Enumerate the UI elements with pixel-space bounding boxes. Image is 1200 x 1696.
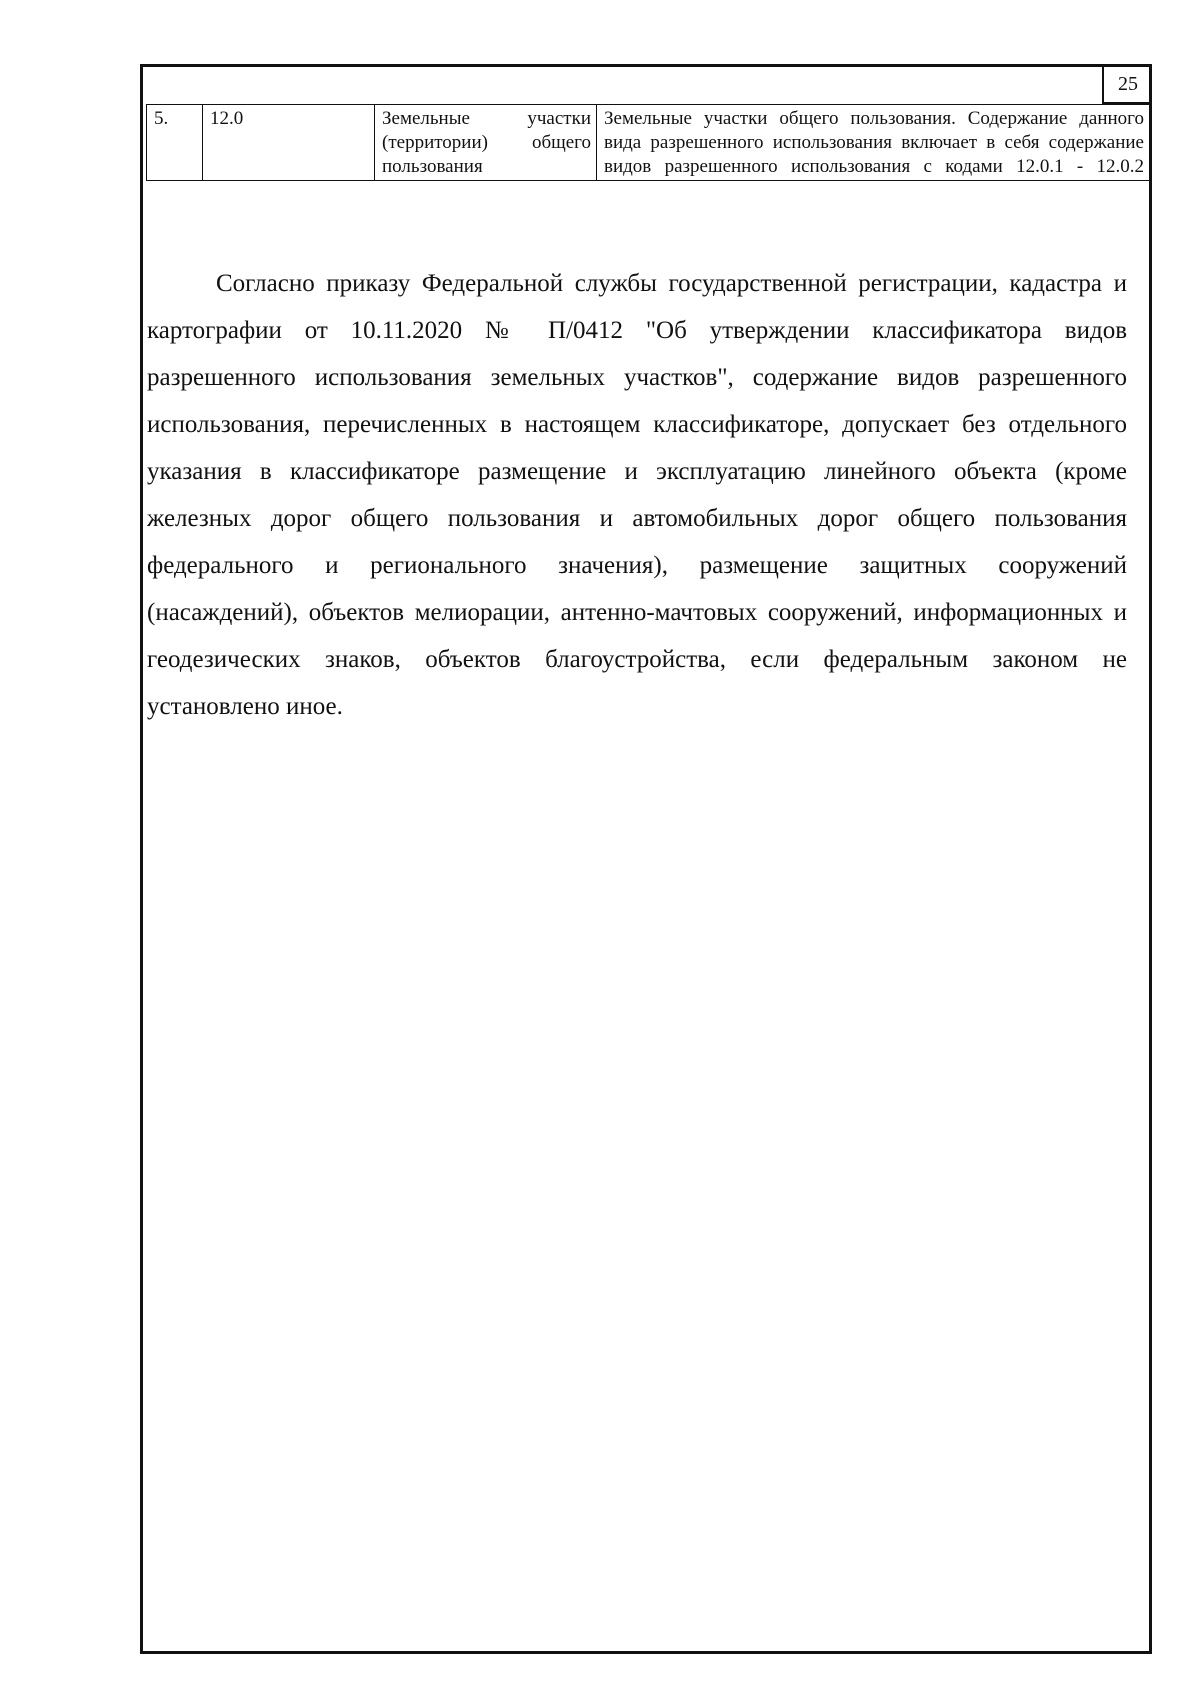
table-row <box>147 105 1150 181</box>
body-paragraph: Согласно приказу Федеральной службы государственной регистрации, кадастра и картографии от 10.11.2020 № П/0412 "Об утверждении классификатора видов разрешенного использования земельных участков", содержание видов разрешенного использования, перечисленных в настоящем классификаторе, допускает без отдельного указания в классификаторе размещение и эксплуатацию линейного объекта (кроме железных дорог общего пользования и автомобильных дорог общего пользования федерального и регионального значения), размещение защитных сооружений (насаждений), объектов мелиорации, антенно-мачтовых сооружений, информационных и геодезических знаков, объектов благоустройства, если федеральным законом не установлено иное. <box>147 270 1127 720</box>
land-use-table <box>146 104 1150 181</box>
page-number: 25 <box>1102 66 1152 104</box>
code-cell: 12.0 <box>203 105 375 181</box>
row-number-cell: 5. <box>147 105 203 181</box>
name-cell: Земельные участки (территории) общего пользования <box>375 105 597 181</box>
description-cell: Земельные участки общего пользования. Содержание данного вида разрешенного использования включает в себя содержание видов разрешенного использования с кодами 12.0.1 - 12.0.2 <box>597 105 1150 181</box>
